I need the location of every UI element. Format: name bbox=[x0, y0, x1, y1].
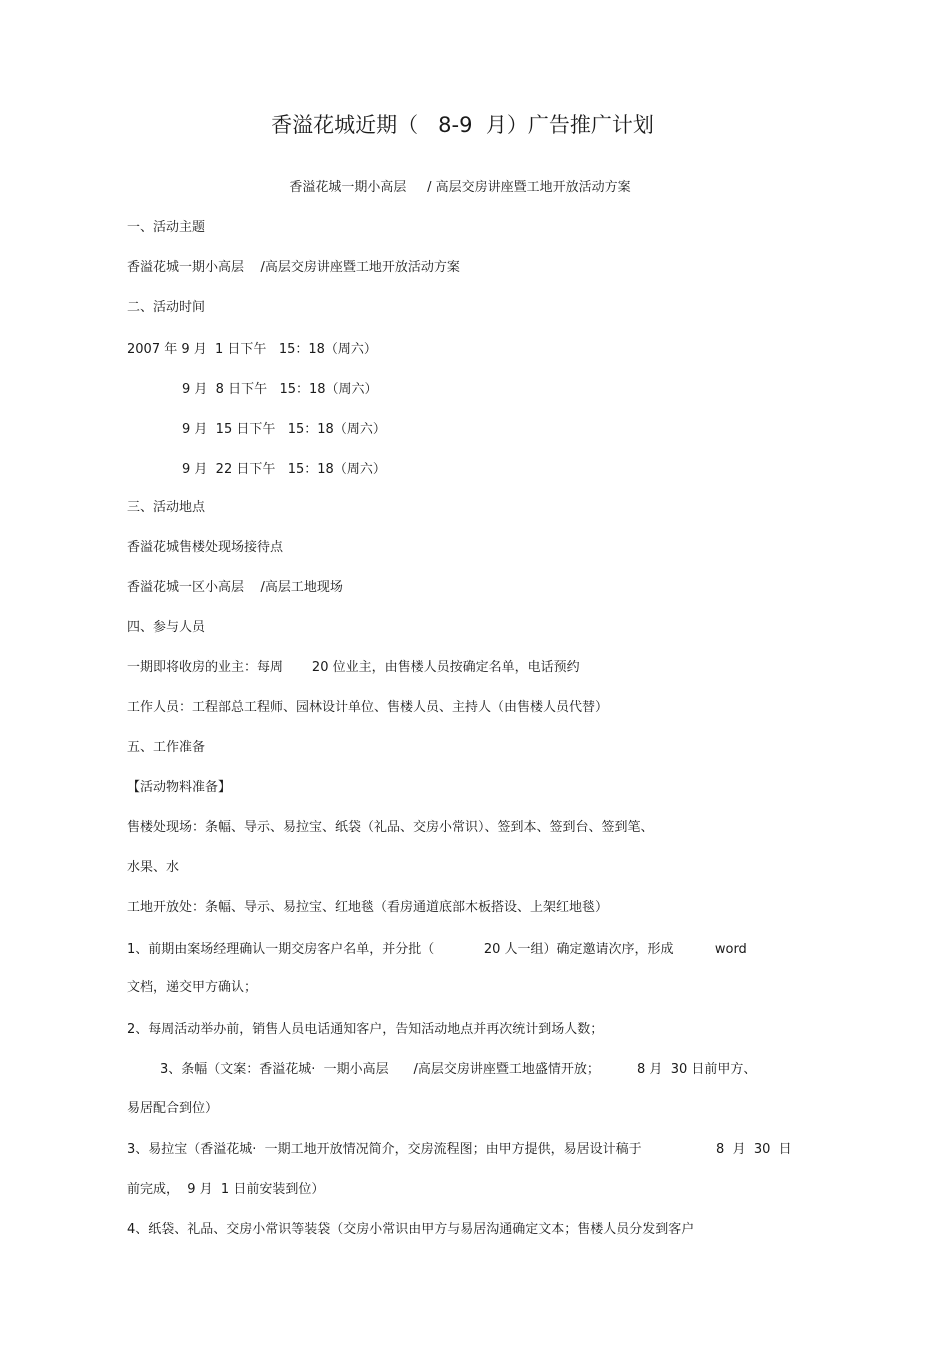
paragraph: 水果、水 bbox=[127, 860, 180, 875]
paragraph: 工作人员：工程部总工程师、园林设计单位、售楼人员、主持人（由售楼人员代替） bbox=[127, 700, 609, 715]
paragraph: 工地开放处：条幅、导示、易拉宝、红地毯（看房通道底部木板搭设、上架红地毯） bbox=[127, 900, 609, 915]
list-item-continuation: 前完成， 9 月 1 日前安装到位） bbox=[127, 1182, 325, 1197]
subheading: 【活动物料准备】 bbox=[127, 780, 232, 795]
list-item: 3、易拉宝（香溢花城· 一期工地开放情况简介，交房流程图；由甲方提供，易居设计稿于 8 月 30 日 bbox=[127, 1142, 792, 1157]
list-item-continuation: 文档，递交甲方确认； bbox=[127, 980, 258, 995]
section-heading-theme: 一、活动主题 bbox=[127, 220, 206, 235]
list-item: 2、每周活动举办前，销售人员电话通知客户，告知活动地点并再次统计到场人数； bbox=[127, 1022, 604, 1037]
list-item: 4、纸袋、礼品、交房小常识等装袋（交房小常识由甲方与易居沟通确定文本；售楼人员分发到客户 bbox=[127, 1222, 695, 1237]
list-item: 3、条幅（文案：香溢花城· 一期小高层 /高层交房讲座暨工地盛情开放； 8 月 30 日前甲方、 bbox=[160, 1062, 757, 1077]
paragraph: 香溢花城一期小高层 /高层交房讲座暨工地开放活动方案 bbox=[127, 260, 460, 275]
list-item-continuation: 易居配合到位） bbox=[127, 1101, 219, 1116]
section-heading-participants: 四、参与人员 bbox=[127, 620, 206, 635]
paragraph: 香溢花城一区小高层 /高层工地现场 bbox=[127, 580, 343, 595]
paragraph: 一期即将收房的业主：每周 20 位业主，由售楼人员按确定名单，电话预约 bbox=[127, 660, 580, 675]
list-item: 1、前期由案场经理确认一期交房客户名单，并分批（ 20 人一组）确定邀请次序，形成 word bbox=[127, 942, 747, 957]
schedule-line: 2007 年 9 月 1 日下午 15：18（周六） bbox=[127, 342, 377, 357]
schedule-line: 9 月 22 日下午 15：18（周六） bbox=[182, 462, 386, 477]
section-heading-preparation: 五、工作准备 bbox=[127, 740, 206, 755]
paragraph: 售楼处现场：条幅、导示、易拉宝、纸袋（礼品、交房小常识）、签到本、签到台、签到笔、 bbox=[127, 820, 654, 835]
schedule-line: 9 月 8 日下午 15：18（周六） bbox=[182, 382, 378, 397]
document-subtitle: 香溢花城一期小高层 / 高层交房讲座暨工地开放活动方案 bbox=[289, 180, 631, 195]
schedule-line: 9 月 15 日下午 15：18（周六） bbox=[182, 422, 386, 437]
section-heading-time: 二、活动时间 bbox=[127, 300, 206, 315]
paragraph: 香溢花城售楼处现场接待点 bbox=[127, 540, 284, 555]
section-heading-location: 三、活动地点 bbox=[127, 500, 206, 515]
document-title: 香溢花城近期（ 8-9 月）广告推广计划 bbox=[271, 113, 654, 137]
